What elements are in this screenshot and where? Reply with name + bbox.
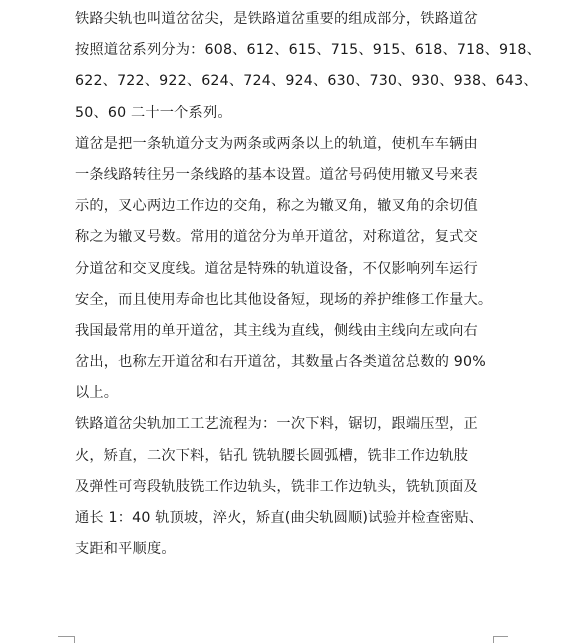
text-line: 通长 1：40 轨顶坡，淬火，矫直(曲尖轨圆顺)试验并检查密贴、 [75,510,484,526]
text-line: 以上。 [75,385,119,402]
text-line: 按照道岔系列分为：608、612、615、715、915、618、718、918、 [75,42,542,59]
text-line: 622、722、922、624、724、924、630、730、930、938、643、 [75,73,538,90]
text-line: 铁路尖轨也叫道岔岔尖，是铁路道岔重要的组成部分，铁路道岔 [75,11,478,27]
paragraph-turnout-definition [75,129,505,410]
text-line: 50、60 二十一个系列。 [75,104,232,121]
text-line: 道岔是把一条轨道分支为两条或两条以上的轨道，使机车车辆由 [75,135,478,152]
paragraph-process-flow [75,409,505,565]
document-body [75,4,542,565]
text-line: 一条线路转往另一条线路的基本设置。道岔号码使用辙叉号来表 [75,166,478,183]
text-line: 铁路道岔尖轨加工工艺流程为：一次下料，锯切，跟端压型，正 [75,416,478,433]
text-line: 我国最常用的单开道岔，其主线为直线，侧线由主线向左或向右 [75,322,478,339]
text-line: 及弹性可弯段轨肢铣工作边轨头，铣非工作边轨头，铣轨顶面及 [75,478,478,495]
page-corner-mark-left [58,636,75,643]
text-line: 支距和平顺度。 [75,541,176,558]
text-line: 火，矫直，二次下料，钻孔 铣轨腰长圆弧槽，铣非工作边轨肢 [75,447,469,464]
text-line: 安全，而且使用寿命也比其他设备短，现场的养护维修工作量大。 [75,291,493,308]
text-line: 称之为辙叉号数。常用的道岔分为单开道岔，对称道岔，复式交 [75,229,478,246]
text-line: 示的，叉心两边工作边的交角，称之为辙叉角，辙叉角的余切值 [75,198,478,215]
text-line: 分道岔和交叉度线。道岔是特殊的轨道设备，不仅影响列车运行 [75,260,478,277]
text-line: 岔出，也称左开道岔和右开道岔，其数量占各类道岔总数的 90% [75,354,486,371]
page-corner-mark-right [493,636,508,643]
paragraph-turnout-series [75,4,542,129]
